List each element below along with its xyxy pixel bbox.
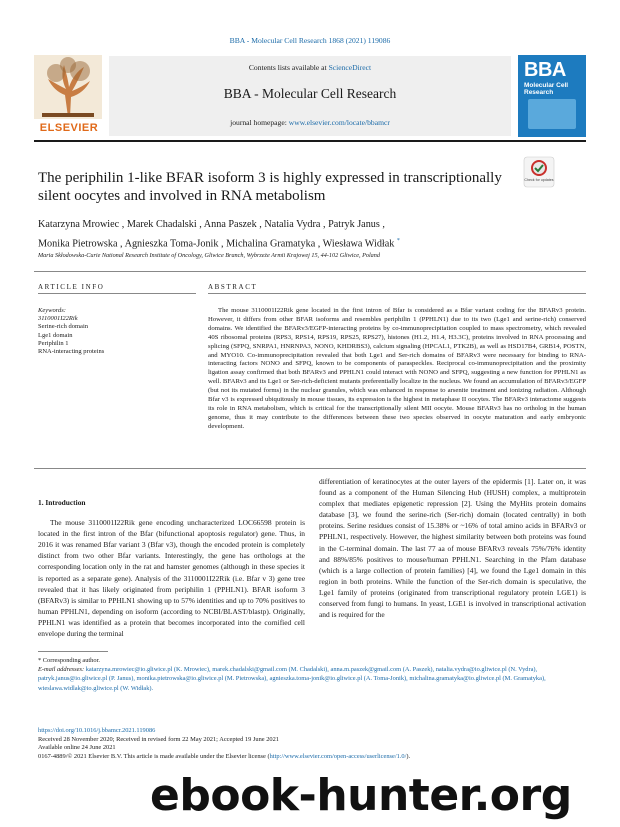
article-title: The periphilin 1-like BFAR isoform 3 is highly expressed in transcriptionally silent oocytes and involved in RNA metabolism [38,170,502,204]
body-right-column [319,476,586,620]
watermark-text: ebook-hunter.org [150,770,572,821]
sciencedirect-link[interactable]: ScienceDirect [328,63,372,72]
emails-label: E-mail addresses: [38,666,85,674]
keyword-item: Lge1 domain [38,331,73,339]
doi-link[interactable]: https://doi.org/10.1016/j.bbamcr.2021.119086 [38,727,156,734]
license-line [38,753,586,762]
cover-title: BBA [524,59,566,81]
keyword-item: 3110001I22Rik [38,315,78,323]
authors-line1: Katarzyna Mrowiec , Marek Chadalski , Anna Paszek , Natalia Vydra , Patryk Janus , [38,219,385,230]
keyword-item: Serine-rich domain [38,323,88,331]
affiliation: Maria Skłodowska-Curie National Research Institute of Oncology, Gliwice Branch, Wybrzeże Armii Krajowej 15, 44-102 Gliwice, Poland [38,252,380,259]
journal-citation[interactable]: BBA - Molecular Cell Research 1868 (2021) 119086 [229,36,391,45]
emails-list[interactable]: katarzyna.mrowiec@io.gliwice.pl (K. Mrowiec), marek.chadalski@gmail.com (M. Chadalski), anna.m.paszek@gmail.com (A. Paszek), natalia.vydra@io.gliwice.pl (N. Vydra), patryk.janus@io.gliwice.pl (P. Janus), monika.pietrowska@io.gliwice.pl (M. Pietrowska), agnieszka.toma-jonik@io.gliwice.pl (A. Toma-Jonik), michalina.gramatyka@io.gliwice.pl (M. Gramatyka), wieslawa.widlak@io.gliwice.pl (W. Widłak). [38,666,546,692]
journal-homepage [109,118,511,127]
footnote-rule [38,651,108,652]
body-left-column [38,497,305,639]
footnotes [38,656,586,693]
introduction-heading: 1. Introduction [38,498,86,507]
abstract-text: The mouse 3110001I22Rik gene located in the first intron of Bfar is considered as a Bfar variant coding for the BFARv3 protein. However, it differs from other BFAR isoforms and resembles periphilin 1 (PPHLN1) due to its two (Lge1 and serine-rich) conserved domains. We identified the BFARv3/EGFP-interacting proteins by co-immunoprecipitation coupled to mass spectrometry, which revealed 40S ribosomal proteins (RPS3, RPS14, RPS19, RPS25, RPS27), histones (H1.2, H1.4, H3.3C), proteins involved in RNA processing and splicing (SFPQ, SNRPA1, HNRNPA3, NONO, KHDRBS3), calcium signaling (HPCAL1, PTK2B), as well as HSD17B4, GRB14, POSTN, and MYO10. Co-immunoprecipitation revealed that both Lge1 and Ser-rich domains of BFARv3 were necessary for binding to RNA-interacting factors NONO and SFPQ, known to be components of paraspeckles. Reciprocal co-immunoprecipitation and the proximity ligation assay confirmed that both BFARv3 and PPHLN1 could interact with NONO and SFPQ, suggesting a new function for PPHLN1 as well. BFARv3 and its Lge1 or Ser-rich-deficient mutants preferentially localize in the nucleus. We found an accumulation of BFARv3/EGFP (but not its mutated forms) in the nuclear granules, which was enhanced in response to arsenite treatment and ionizing radiation. Although Bfar v3 is expressed ubiquitously in mouse tissues, its expression is the highest in metaphase II oocytes. The BFARv3 interactome suggests its role in RNA metabolism, which is critical for the transcriptionally silent MII oocyte. Mouse BFARv3 has no ortholog in the human genome, thus it may contribute to the differences between these two species observed in oocyte maturation and early embryonic development. [208,307,586,430]
available-online: Available online 24 June 2021 [38,744,116,752]
homepage-link[interactable]: www.elsevier.com/locate/bbamcr [288,118,390,127]
homepage-prefix: journal homepage: [230,118,289,127]
intro-continued-paragraph: differentiation of keratinocytes at the outer layers of the epidermis [1]. Later on, it was found as a component of the Human Silencing Hub (HUSH) complex, a multiprotein complex that mediates epigenetic repression [2]. Using the MyHits protein domains database [3], we found the serine-rich (Ser-rich) domain (located centrally) in both proteins. Serine residues consist of 15.38% or ~16% of total amino acids in BFARv3 or PPHLN1, respectively. However, the highest similarity between both proteins was found in the C-terminal domain. The last 77 aa of mouse BFARv3 reveals 75%/76% identity and 88%/85% positives to mouse/human PPHLN1. Searching in the Pfam database (which is a large collection of protein families) [4], we found the Lge1 domain in this region in both proteins. While the function of the Ser-rich domain is speculative, the Lge1 family of proteins (originated from transcriptional regulatory protein LGE1) is conserved from fungi to humans. In yeast, LGE1 is involved in transcriptional activation and is required for the [319,477,586,620]
cover-artwork [528,99,576,129]
cover-subtitle-line2: Research [524,89,554,96]
cover-subtitle [524,82,568,96]
article-info-heading: ARTICLE INFO [38,283,105,291]
keyword-item: RNA-interacting proteins [38,348,105,356]
corresponding-mark[interactable]: * [396,238,400,244]
license-prefix: 0167-4889/© 2021 Elsevier B.V. This article is made available under the Elsevier license ( [38,753,270,761]
cover-subtitle-line1: Molecular Cell [524,82,569,89]
received-dates: Received 28 November 2020; Received in revised form 22 May 2021; Accepted 19 June 2021 [38,735,280,743]
author-list [38,217,558,252]
affiliation-rule [34,271,586,272]
abstract-heading: ABSTRACT [208,283,258,291]
journal-title: BBA - Molecular Cell Research [223,86,397,101]
authors-line2-text: Monika Pietrowska , Agnieszka Toma-Jonik , Michalina Gramatyka , Wiesława Widłak [38,238,395,250]
keyword-item: Periphilin 1 [38,339,69,347]
article-info-rule [38,293,196,294]
abstract-rule [208,293,586,294]
contents-line [109,63,511,72]
header-rule [34,140,586,142]
corresponding-author-note: * Corresponding author. [38,657,100,664]
contents-prefix: Contents lists available at [248,63,329,72]
check-for-updates-icon[interactable] [523,156,555,188]
intro-paragraph: The mouse 3110001I22Rik gene encoding uncharacterized LOC66598 protein is located in the first intron of the Bfar (bifunctional apoptosis regulator) gene. Thus, in 2016 it was renamed Bfar variant 3 (Bfar v3), though the encoded protein is completely distinct from two other Bfar variants. Interestingly, the gene has orthologs at the corresponding location only in the rat and hamster genomes (although in these species it is reported as a separate gene). Analysis of the 3110001I22Rik (i.e. Bfar v 3) gene tree revealed that it has likely originated from periphilin 1 (PPHLN1). BFAR isoform 3 (BFARv3) is similar to PPHLN1 showing up to 57% identities and up to 70% positives to human PPHLN1, depending on isoform (according to NCBI/BLAST/blastp). Originally, PPHLN1 was identified as a protein that becomes incorporated into the cornified cell envelope during the terminal [38,518,305,639]
license-link[interactable]: http://www.elsevier.com/open-access/userlicense/1.0/ [269,753,407,761]
journal-cover[interactable] [518,55,586,137]
abstract-bottom-rule [34,468,586,469]
email-addresses [38,665,586,693]
crossmark-label: Check for updates [524,178,554,182]
publication-info [38,727,586,762]
license-suffix: ). [406,753,411,761]
publisher-name: ELSEVIER [39,122,99,134]
authors-line2 [38,233,558,252]
keywords-label: Keywords: [38,307,66,314]
keywords-block [38,307,198,356]
